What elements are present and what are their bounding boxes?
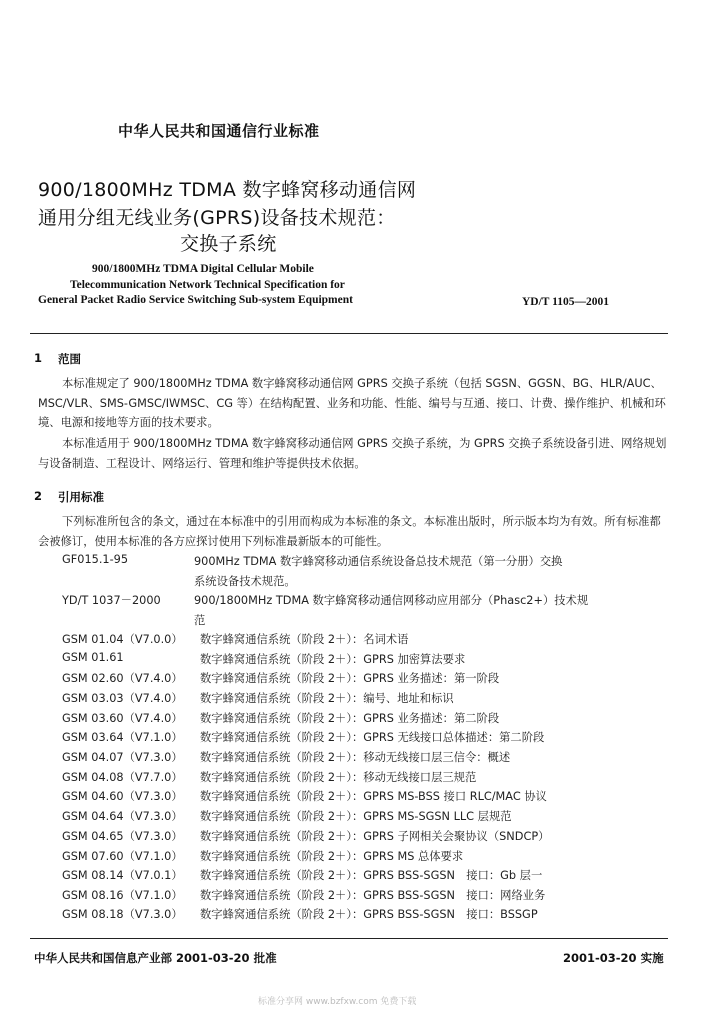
reference-code: GSM 07.60（V7.1.0） [62,850,183,863]
reference-item [62,867,668,887]
reference-code: GSM 03.60（V7.4.0） [62,712,183,725]
title-zh-line1: 900/1800MHz TDMA 数字蜂窝移动通信网 [38,179,417,201]
reference-item [62,592,668,627]
reference-code: GSM 01.04（V7.0.0） [62,633,183,646]
reference-code: GSM 08.14（V7.0.1） [62,869,183,882]
reference-title-continued: 系统设备技术规范。 [194,575,296,588]
reference-title: 900MHz TDMA 数字蜂窝移动通信系统设备总技术规范（第一分册）交换 [194,555,563,568]
reference-title: 数字蜂窝通信系统（阶段 2＋）：编号、地址和标识 [200,692,454,705]
reference-item [62,848,668,868]
reference-title: 数字蜂窝通信系统（阶段 2＋）：GPRS 子网相关会聚协议（SNDCP） [200,830,550,843]
standard-category: 中华人民共和国通信行业标准 [118,122,320,140]
reference-title: 数字蜂窝通信系统（阶段 2＋）：GPRS BSS-SGSN 接口：BSSGP [200,908,538,921]
reference-item [62,808,668,828]
reference-title: 数字蜂窝通信系统（阶段 2＋）：GPRS 业务描述：第二阶段 [200,712,500,725]
section1-paragraph-2: 本标准适用于 900/1800MHz TDMA 数字蜂窝移动通信网 GPRS 交换子系统，为 GPRS 交换子系统设备引进、网络规划与设备制造、工程设计、网络运行、管理和维护等提供技术依据。 [38,437,667,470]
section1-number: 1 [34,351,43,365]
title-en-line3: General Packet Radio Service Switching Sub-system Equipment [38,294,353,306]
standard-number: YD/T 1105—2001 [522,296,610,308]
reference-code: GSM 04.65（V7.3.0） [62,830,183,843]
section1-paragraph-1: 本标准规定了 900/1800MHz TDMA 数字蜂窝移动通信网 GPRS 交换子系统（包括 SGSN、GGSN、BG、HLR/AUC、MSC/VLR、SMS-GMSC/IWMSC、CG 等）在结构配置、业务和功能、性能、编号与互通、接口、计费、操作维护、机械和环境、电源和接地等方面的技术要求。 [38,377,666,429]
header-divider [30,333,668,334]
reference-title: 数字蜂窝通信系统（阶段 2＋）：GPRS MS-SGSN LLC 层规范 [200,810,512,823]
reference-item [62,828,668,848]
reference-code: GSM 04.07（V7.3.0） [62,751,183,764]
title-en-line1: 900/1800MHz TDMA Digital Cellular Mobile [92,263,314,275]
section2-title: 引用标准 [58,490,104,504]
reference-title-continued: 范 [194,614,206,627]
approval-date: 中华人民共和国信息产业部 2001-03-20 批准 [34,951,277,965]
reference-title: 数字蜂窝通信系统（阶段 2＋）：GPRS BSS-SGSN 接口：网络业务 [200,889,546,902]
section2-number: 2 [34,489,43,503]
reference-item [62,670,668,690]
section2-intro: 下列标准所包含的条文，通过在本标准中的引用而构成为本标准的条文。本标准出版时，所示版本均为有效。所有标准都会被修订，使用本标准的各方应探讨使用下列标准最新版本的可能性。 [38,515,661,548]
reference-code: GSM 01.61 [62,651,124,664]
reference-code: YD/T 1037－2000 [62,594,161,607]
implementation-date: 2001-03-20 实施 [563,951,664,965]
reference-code: GSM 04.60（V7.3.0） [62,790,183,803]
reference-item [62,690,668,710]
reference-title: 数字蜂窝通信系统（阶段 2＋）：GPRS MS 总体要求 [200,850,464,863]
reference-code: GSM 03.64（V7.1.0） [62,731,183,744]
title-zh-line2: 通用分组无线业务(GPRS)设备技术规范： [38,207,396,229]
watermark: 标准分享网 www.bzfxw.com 免费下载 [258,997,417,1007]
title-en-line2: Telecommunication Network Technical Specification for [70,279,345,291]
reference-code: GSM 04.64（V7.3.0） [62,810,183,823]
reference-code: GSM 08.16（V7.1.0） [62,889,183,902]
reference-title: 数字蜂窝通信系统（阶段 2＋）：名词术语 [200,633,409,646]
reference-title: 900/1800MHz TDMA 数字蜂窝移动通信网移动应用部分（Phasc2+）技术规 [194,594,589,607]
section1-title: 范围 [58,352,81,366]
reference-item [62,887,668,907]
reference-item [62,651,668,671]
reference-item [62,710,668,730]
reference-code: GSM 04.08（V7.7.0） [62,771,183,784]
reference-item [62,749,668,769]
reference-title: 数字蜂窝通信系统（阶段 2＋）：GPRS MS-BSS 接口 RLC/MAC 协议 [200,790,547,803]
footer-divider [30,938,668,939]
reference-title: 数字蜂窝通信系统（阶段 2＋）：GPRS 业务描述：第一阶段 [200,672,500,685]
reference-item [62,553,668,588]
title-zh-line3: 交换子系统 [180,233,277,255]
reference-title: 数字蜂窝通信系统（阶段 2＋）：移动无线接口层三规范 [200,771,477,784]
reference-title: 数字蜂窝通信系统（阶段 2＋）：GPRS 加密算法要求 [200,653,466,666]
reference-item [62,769,668,789]
reference-item [62,729,668,749]
reference-item [62,631,668,651]
reference-title: 数字蜂窝通信系统（阶段 2＋）：GPRS 无线接口总体描述：第二阶段 [200,731,545,744]
reference-title: 数字蜂窝通信系统（阶段 2＋）：移动无线接口层三信令：概述 [200,751,511,764]
reference-item [62,906,668,926]
reference-code: GSM 02.60（V7.4.0） [62,672,183,685]
reference-title: 数字蜂窝通信系统（阶段 2＋）：GPRS BSS-SGSN 接口：Gb 层一 [200,869,543,882]
reference-code: GF015.1-95 [62,553,129,566]
reference-code: GSM 08.18（V7.3.0） [62,908,183,921]
reference-code: GSM 03.03（V7.4.0） [62,692,183,705]
reference-item [62,788,668,808]
